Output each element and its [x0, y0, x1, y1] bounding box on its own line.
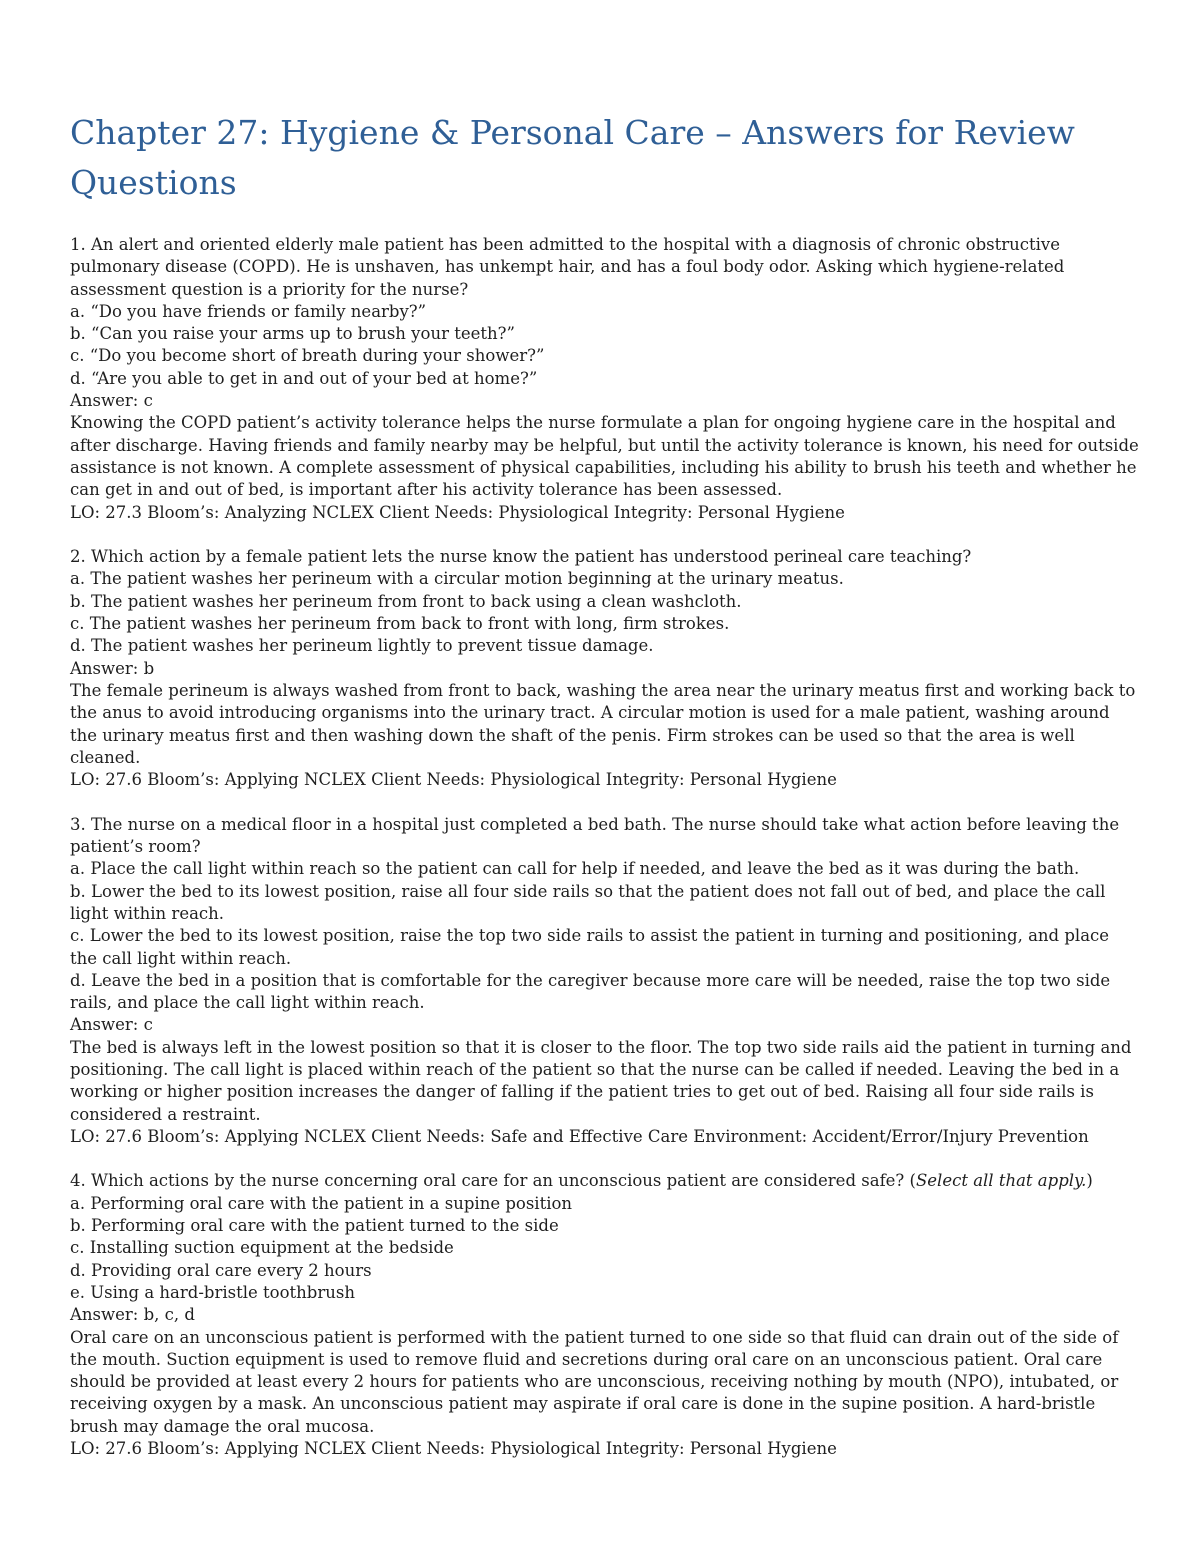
answer-option: a. “Do you have friends or family nearby?”: [70, 301, 427, 321]
answer-key: Answer: c: [70, 1015, 153, 1035]
learning-objective: LO: 27.6 Bloom’s: Applying NCLEX Client Needs: Safe and Effective Care Environment: Accident/Error/Injury Prevention: [70, 1126, 1089, 1146]
question-1: [70, 234, 1140, 524]
answer-option: a. The patient washes her perineum with a circular motion beginning at the urinary meatus.: [70, 569, 844, 589]
question-stem: 2. Which action by a female patient lets the nurse know the patient has understood perineal care teaching?: [70, 547, 972, 567]
answer-key: Answer: c: [70, 391, 153, 411]
answer-option: d. Leave the bed in a position that is comfortable for the caregiver because more care will be needed, raise the top two side rails, and place the call light within reach.: [70, 970, 1111, 1013]
rationale: Knowing the COPD patient’s activity tolerance helps the nurse formulate a plan for ongoing hygiene care in the hospital and after discharge. Having friends and family nearby may be helpful, but until the activity tolerance is known, his need for outside assistance is not known. A complete assessment of physical capabilities, including his ability to brush his teeth and whether he can get in and out of bed, is important after his activity tolerance has been assessed.: [70, 413, 1139, 500]
question-stem-wrapper: [70, 1170, 1140, 1192]
learning-objective: LO: 27.6 Bloom’s: Applying NCLEX Client Needs: Physiological Integrity: Personal Hygiene: [70, 770, 837, 790]
answer-key: Answer: b, c, d: [70, 1305, 195, 1325]
page-title: Chapter 27: Hygiene & Personal Care – Answers for Review Questions: [70, 113, 1075, 202]
answer-option: e. Using a hard-bristle toothbrush: [70, 1282, 355, 1302]
answer-option: a. Performing oral care with the patient in a supine position: [70, 1193, 573, 1213]
select-all-note: Select all that apply.: [915, 1171, 1087, 1191]
answer-option: d. “Are you able to get in and out of your bed at home?”: [70, 368, 538, 388]
learning-objective: LO: 27.6 Bloom’s: Applying NCLEX Client Needs: Physiological Integrity: Personal Hygiene: [70, 1439, 837, 1459]
answer-option: c. “Do you become short of breath during your shower?”: [70, 346, 545, 366]
answer-option: d. Providing oral care every 2 hours: [70, 1260, 372, 1280]
question-stem: 3. The nurse on a medical floor in a hospital just completed a bed bath. The nurse should take what action before leaving the patient’s room?: [70, 814, 1120, 857]
document-page: [70, 108, 1140, 1483]
answer-option: c. Installing suction equipment at the bedside: [70, 1238, 454, 1258]
question-2: [70, 546, 1140, 791]
question-3: [70, 814, 1140, 1148]
question-stem: 1. An alert and oriented elderly male patient has been admitted to the hospital with a diagnosis of chronic obstructive pulmonary disease (COPD). He is unshaven, has unkempt hair, and has a foul body odor. Asking which hygiene-related assessment question is a priority for the nurse?: [70, 235, 1065, 299]
learning-objective: LO: 27.3 Bloom’s: Analyzing NCLEX Client Needs: Physiological Integrity: Personal Hygiene: [70, 502, 845, 522]
rationale: Oral care on an unconscious patient is performed with the patient turned to one side so that fluid can drain out of the side of the mouth. Suction equipment is used to remove fluid and secretions during oral care on an unconscious patient. Oral care should be provided at least every 2 hours for patients who are unconscious, receiving nothing by mouth (NPO), intubated, or receiving oxygen by a mask. An unconscious patient may aspirate if oral care is done in the supine position. A hard-bristle brush may damage the oral mucosa.: [70, 1327, 1119, 1436]
answer-option: a. Place the call light within reach so the patient can call for help if needed, and leave the bed as it was during the bath.: [70, 859, 1080, 879]
rationale: The female perineum is always washed from front to back, washing the area near the urinary meatus first and working back to the anus to avoid introducing organisms into the urinary tract. A circular motion is used for a male patient, washing around the urinary meatus first and then washing down the shaft of the penis. Firm strokes can be used so that the area is well cleaned.: [70, 680, 1136, 767]
answer-option: b. Performing oral care with the patient turned to the side: [70, 1216, 559, 1236]
answer-option: c. Lower the bed to its lowest position, raise the top two side rails to assist the patient in turning and positioning, and place the call light within reach.: [70, 926, 1110, 968]
answer-option: b. Lower the bed to its lowest position, raise all four side rails so that the patient does not fall out of bed, and place the call light within reach.: [70, 881, 1106, 923]
question-stem: 4. Which actions by the nurse concerning oral care for an unconscious patient are considered safe? (: [70, 1171, 916, 1191]
answer-option: b. The patient washes her perineum from front to back using a clean washcloth.: [70, 591, 742, 611]
answer-key: Answer: b: [70, 658, 155, 678]
question-4: [70, 1170, 1140, 1460]
answer-option: c. The patient washes her perineum from back to front with long, firm strokes.: [70, 614, 730, 634]
answer-option: b. “Can you raise your arms up to brush your teeth?”: [70, 324, 515, 344]
question-stem-suffix: ): [1086, 1171, 1093, 1191]
answer-option: d. The patient washes her perineum lightly to prevent tissue damage.: [70, 636, 654, 656]
rationale: The bed is always left in the lowest position so that it is closer to the floor. The top two side rails aid the patient in turning and positioning. The call light is placed within reach of the patient so that the nurse can be called if needed. Leaving the bed in a working or higher position increases the danger of falling if the patient tries to get out of bed. Raising all four side rails is considered a restraint.: [70, 1037, 1132, 1124]
